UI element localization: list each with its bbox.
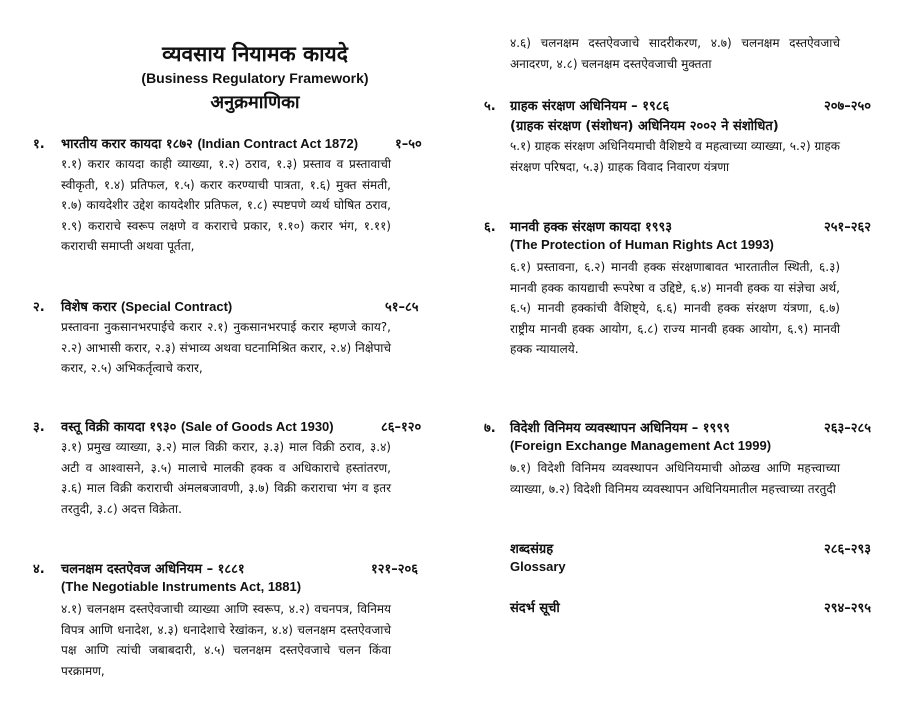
chapter-4: [33, 559, 433, 684]
chapter-number: १.: [33, 137, 45, 152]
glossary-pages: २८६–२९३: [824, 542, 872, 557]
chapter-topics: ३.१) प्रमुख व्याख्या, ३.२) माल विक्री करार, ३.३) माल विक्री ठराव, ३.४) अटी व आश्वासने, ३.५) मालाचे मालकी हक्क व अधिकाराचे हस्तांतरण, ३.६) माल विक्री कराराची अंमलबजावणी, ३.७) विक्री कराराचा भंग व इतर तरतुदी, ३.८) अदत्त विक्रेता.: [61, 440, 391, 516]
chapter-topics: ७.१) विदेशी विनिमय व्यवस्थापन अधिनियमाची ओळख आणि महत्त्वाच्या व्याख्या, ७.२) विदेशी विनिमय व्यवस्थापन अधिनियमातील महत्त्वाच्या तरतुदी: [510, 461, 840, 496]
chapter-6: [484, 217, 884, 377]
chapter-number: ६.: [484, 220, 496, 235]
chapter-title-english: (Special Contract): [121, 299, 233, 314]
chapter-pages: ५१–८५: [385, 300, 419, 315]
chapter-topics: प्रस्तावना नुकसानभरपाईचे करार २.१) नुकसानभरपाई करार म्हणजे काय?, २.२) आभासी करार, २.३) संभाव्य अथवा घटनामिश्रित करार, २.४) निक्षेपाचे करार, २.५) अभिकर्तृत्वाचे करार,: [61, 320, 391, 375]
chapter-title-marathi: भारतीय करार कायदा १८७२: [61, 137, 193, 152]
chapter-topics: ४.१) चलनक्षम दस्तऐवजाची व्याख्या आणि स्वरूप, ४.२) वचनपत्र, विनिमय विपत्र आणि धनादेश, ४.३) धनादेशाचे रेखांकन, ४.४) चलनक्षम दस्तऐवजाचे पक्ष आणि त्यांची जबाबदारी, ४.५) चलनक्षम दस्तऐवजाचे चलन किंवा परक्रामण,: [61, 602, 391, 678]
book-subtitle-english: (Business Regulatory Framework): [141, 70, 369, 86]
chapter-number: ५.: [484, 99, 496, 114]
glossary-title: शब्दसंग्रह: [510, 542, 554, 557]
chapter-2: [33, 297, 433, 397]
references-pages: २९४–२९५: [824, 601, 872, 616]
chapter-title: विदेशी विनिमय व्यवस्थापन अधिनियम – १९९९: [510, 421, 730, 436]
chapter-title-english: (Sale of Goods Act 1930): [180, 419, 334, 434]
chapter-pages: १२१–२०६: [371, 562, 419, 577]
chapter-3: [33, 417, 433, 542]
chapter-title-marathi: विशेष करार: [61, 300, 117, 315]
chapter-pages: २६३–२८५: [824, 421, 872, 436]
chapter-topics: ५.१) ग्राहक संरक्षण अधिनियमाची वैशिष्टये व महत्वाच्या व्याख्या, ५.२) ग्राहक संरक्षण परिषदा, ५.३) ग्राहक विवाद निवारण यंत्रणा: [510, 139, 840, 174]
chapter-pages: ८६–१२०: [381, 420, 422, 435]
chapter-amendment-note: (ग्राहक संरक्षण (संशोधन) अधिनियम २००२ ने संशोधित): [510, 119, 779, 134]
chapter-4-topics-continued: ४.६) चलनक्षम दस्तऐवजाचे सादरीकरण, ४.७) चलनक्षम दस्तऐवजाचे अनादरण, ४.८) चलनक्षम दस्तऐवजाची मुक्तता: [510, 36, 840, 71]
contents-heading: अनुक्रमाणिका: [210, 92, 300, 113]
references-entry: [510, 598, 884, 620]
chapter-title-english: (Foreign Exchange Management Act 1999): [510, 438, 772, 453]
chapter-topics: १.१) करार कायदा काही व्याख्या, १.२) ठराव, १.३) प्रस्ताव व प्रस्तावाची स्वीकृती, १.४) प्रतिफल, १.५) करार करण्याची पात्रता, १.६) मुक्त संमती, १.७) कायदेशीर उद्देश कायदेशीर प्रतिफल, १.८) स्पष्टपणे व्यर्थ घोषित ठराव, १.९) कराराचे स्वरूप लक्षणे व कराराचे प्रकार, १.१०) करार भंग, १.११) कराराची समाप्ती अथवा पूर्तता,: [61, 157, 391, 253]
chapter-pages: २५१–२६२: [824, 220, 872, 235]
chapter-title: ग्राहक संरक्षण अधिनियम – १९८६: [510, 99, 670, 114]
chapter-title: [61, 297, 232, 315]
chapter-title: [61, 417, 334, 435]
chapter-pages: १–५०: [395, 137, 422, 152]
chapter-title: मानवी हक्क संरक्षण कायदा १९९३: [510, 220, 673, 235]
chapter-title: [61, 134, 358, 152]
chapter-title-english: (The Negotiable Instruments Act, 1881): [61, 579, 302, 594]
book-title: व्यवसाय नियामक कायदे: [162, 42, 348, 66]
chapter-number: २.: [33, 300, 45, 315]
chapter-number: ३.: [33, 420, 45, 435]
chapter-title-english: (Indian Contract Act 1872): [197, 136, 359, 151]
chapter-title: चलनक्षम दस्तऐवज अधिनियम – १८८१: [61, 562, 245, 577]
chapter-title-marathi: वस्तू विक्री कायदा १९३०: [61, 420, 177, 435]
glossary-entry: [510, 539, 884, 579]
references-title: संदर्भ सूची: [510, 601, 560, 616]
chapter-number: ७.: [484, 421, 496, 436]
chapter-7: [484, 418, 884, 528]
chapter-1: [33, 134, 433, 284]
chapter-5: [484, 96, 884, 206]
chapter-title-english: (The Protection of Human Rights Act 1993): [510, 237, 774, 252]
chapter-pages: २०७–२५०: [824, 99, 872, 114]
chapter-number: ४.: [33, 562, 45, 577]
glossary-title-english: Glossary: [510, 559, 566, 574]
chapter-topics: ६.१) प्रस्तावना, ६.२) मानवी हक्क संरक्षणाबावत भारतातील स्थिती, ६.३) मानवी हक्क कायद्याची रूपरेषा व उद्दिष्टे, ६.४) मानवी हक्क या संज्ञेचा अर्थ, ६.५) मानवी हक्कांची वैशिष्ट्ये, ६.६) मानवी हक्क संरक्षण यंत्रणा, ६.७) राष्ट्रीय मानवी हक्क आयोग, ६.८) राज्य मानवी हक्क आयोग, ६.९) मानवी हक्क न्यायालये.: [510, 260, 840, 356]
